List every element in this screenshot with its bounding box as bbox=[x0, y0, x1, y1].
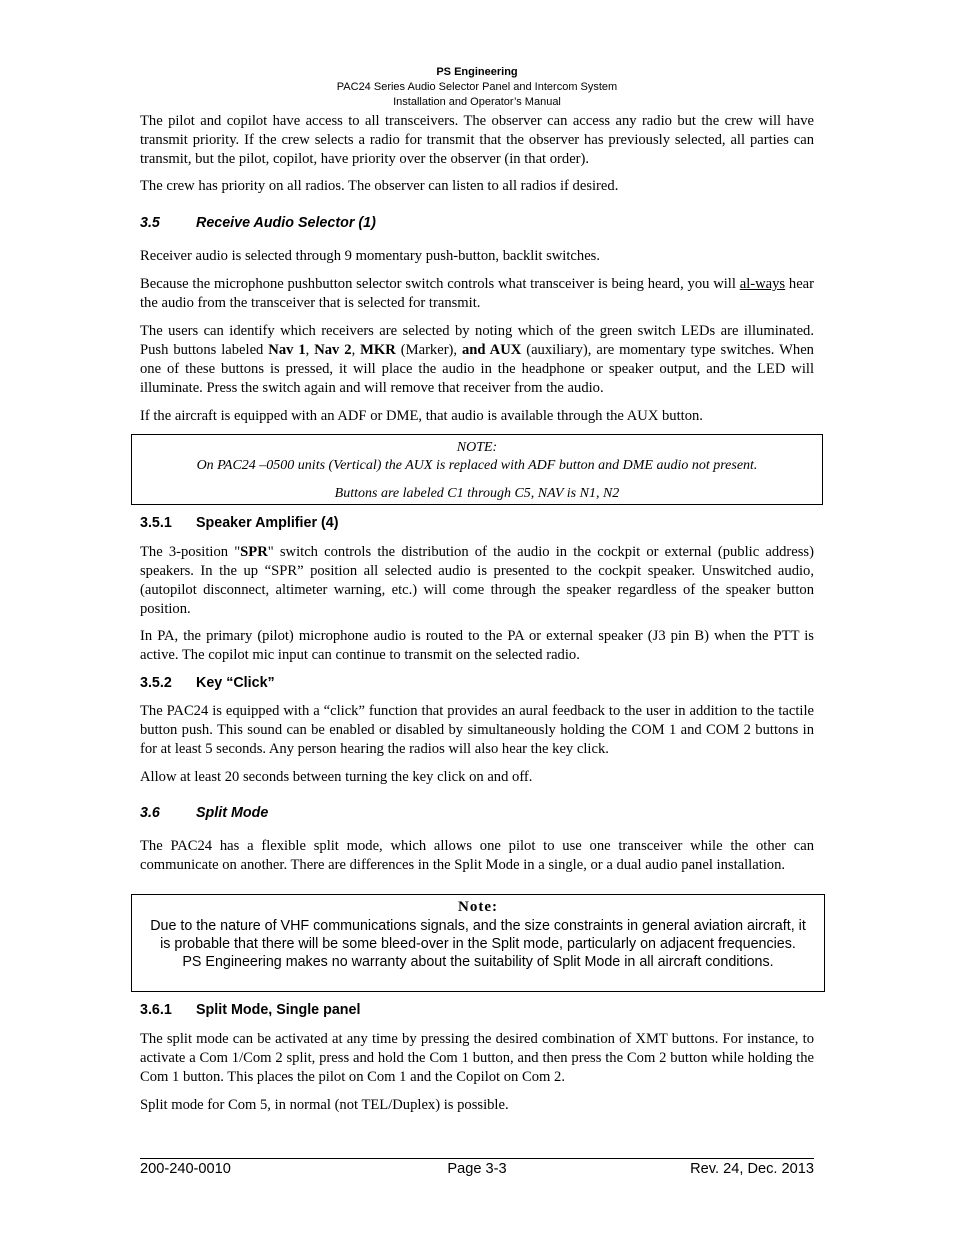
section-number: 3.5 bbox=[140, 215, 160, 231]
section-heading-3-5 bbox=[140, 214, 376, 232]
s361-paragraph-2: Split mode for Com 5, in normal (not TEL/Duplex) is possible. bbox=[140, 1097, 509, 1113]
s36-paragraph-1: The PAC24 has a flexible split mode, which allows one pilot to use one transceiver while the other can communicate on another. There are differences in the Split Mode in a single, or a dual audio panel installation. bbox=[140, 838, 814, 873]
footer-divider bbox=[140, 1158, 814, 1159]
note-line: Due to the nature of VHF communications signals, and the size constraints in general aviation aircraft, it is probable that there will be some bleed-over in the Split mode, particularly on adjacent frequencies. bbox=[150, 918, 806, 952]
section-number: 3.5.2 bbox=[140, 675, 172, 691]
header-product: PAC24 Series Audio Selector Panel and Intercom System bbox=[336, 81, 618, 93]
section-title: Split Mode bbox=[196, 805, 269, 821]
note-box-split-mode bbox=[131, 894, 825, 992]
header-company: PS Engineering bbox=[436, 66, 518, 78]
note-label: NOTE: bbox=[456, 440, 498, 455]
text-run: The users can identify which receivers are selected by noting which of the green switch LEDs are illuminated. Push buttons labeled bbox=[140, 323, 814, 358]
section-heading-3-5-2 bbox=[140, 674, 275, 692]
note-title: Note: bbox=[458, 899, 498, 915]
page-header bbox=[140, 65, 814, 110]
section-heading-3-6 bbox=[140, 804, 268, 822]
label-aux: and AUX bbox=[462, 342, 522, 358]
text-run: , bbox=[305, 342, 315, 358]
text-run: (Marker), bbox=[395, 342, 462, 358]
s361-paragraph-1: The split mode can be activated at any time by pressing the desired combination of XMT buttons. For instance, to activate a Com 1/Com 2 split, press and hold the Com 1 button, and then press the Com 2 button while holding the Com 1 button. This places the pilot on Com 1 and the Copilot on Com 2. bbox=[140, 1031, 814, 1085]
intro-paragraph-2: The crew has priority on all radios. The observer can listen to all radios if desired. bbox=[140, 178, 619, 194]
label-mkr: MKR bbox=[360, 342, 396, 358]
section-number: 3.6.1 bbox=[140, 1002, 172, 1018]
note-text bbox=[144, 917, 812, 971]
note-line: Buttons are labeled C1 through C5, NAV is N1, N2 bbox=[334, 486, 620, 501]
footer-doc-number: 200-240-0010 bbox=[140, 1161, 231, 1177]
label-spr: SPR bbox=[240, 544, 268, 560]
text-run: hear the audio from the transceiver that is selected for transmit. bbox=[140, 276, 815, 311]
section-title: Receive Audio Selector (1) bbox=[196, 215, 376, 231]
s35-paragraph-1: Receiver audio is selected through 9 momentary push-button, backlit switches. bbox=[140, 248, 600, 264]
label-nav1: Nav 1 bbox=[268, 342, 306, 358]
underlined-always: al-ways bbox=[739, 276, 786, 292]
header-manual: Installation and Operator’s Manual bbox=[393, 96, 561, 108]
text-run: " switch controls the distribution of the audio in the cockpit or external (public address) speakers. In the up “SPR” position all selected audio is presented to the cockpit speaker. Unswitched audio, (autopilot disconnect, altimeter warning, etc.) will come through the speaker regardless of the speaker button position. bbox=[140, 544, 814, 617]
s35-paragraph-4: If the aircraft is equipped with an ADF or DME, that audio is available through the AUX button. bbox=[140, 408, 703, 424]
section-title: Speaker Amplifier (4) bbox=[196, 515, 339, 531]
section-number: 3.6 bbox=[140, 805, 160, 821]
note-line: On PAC24 –0500 units (Vertical) the AUX is replaced with ADF button and DME audio not present. bbox=[196, 458, 758, 473]
s351-paragraph-2: In PA, the primary (pilot) microphone audio is routed to the PA or external speaker (J3 pin B) when the PTT is active. The copilot mic input can continue to transmit on the selected radio. bbox=[140, 628, 814, 663]
intro-paragraph-1: The pilot and copilot have access to all transceivers. The observer can access any radio but the crew will have transmit priority. If the crew selects a radio for transmit that the observer has previously selected, all parties can transmit, but the pilot, copilot, have priority over the observer (in that order). bbox=[140, 113, 814, 167]
footer-page-number: Page 3-3 bbox=[447, 1161, 507, 1177]
note-box-aux bbox=[131, 434, 823, 505]
text-run: (auxiliary), are momentary type switches. When one of these buttons is pressed, it will place the audio in the headphone or speaker output, and the LED will illuminate. Press the switch again and will remove that receiver from the audio. bbox=[140, 342, 814, 396]
text-run: Because the microphone pushbutton selector switch controls what transceiver is being heard, you will bbox=[140, 276, 740, 292]
text-run: , bbox=[351, 342, 361, 358]
section-heading-3-6-1 bbox=[140, 1001, 360, 1019]
section-title: Key “Click” bbox=[196, 675, 275, 691]
footer-revision: Rev. 24, Dec. 2013 bbox=[690, 1161, 814, 1177]
label-nav2: Nav 2 bbox=[314, 342, 352, 358]
s35-paragraph-3 bbox=[140, 322, 814, 398]
section-title: Split Mode, Single panel bbox=[196, 1002, 361, 1018]
section-number: 3.5.1 bbox=[140, 515, 172, 531]
note-line: PS Engineering makes no warranty about the suitability of Split Mode in all aircraft conditions. bbox=[182, 954, 774, 970]
s351-paragraph-1 bbox=[140, 543, 814, 619]
s352-paragraph-1: The PAC24 is equipped with a “click” function that provides an aural feedback to the user in addition to the tactile button push. This sound can be enabled or disabled by simultaneously holding the COM 1 and COM 2 buttons in for at least 5 seconds. Any person hearing the radios will also hear the key click. bbox=[140, 703, 814, 757]
s352-paragraph-2: Allow at least 20 seconds between turning the key click on and off. bbox=[140, 769, 533, 785]
section-heading-3-5-1 bbox=[140, 514, 339, 532]
s35-paragraph-2 bbox=[140, 275, 814, 313]
text-run: The 3-position " bbox=[140, 544, 241, 560]
